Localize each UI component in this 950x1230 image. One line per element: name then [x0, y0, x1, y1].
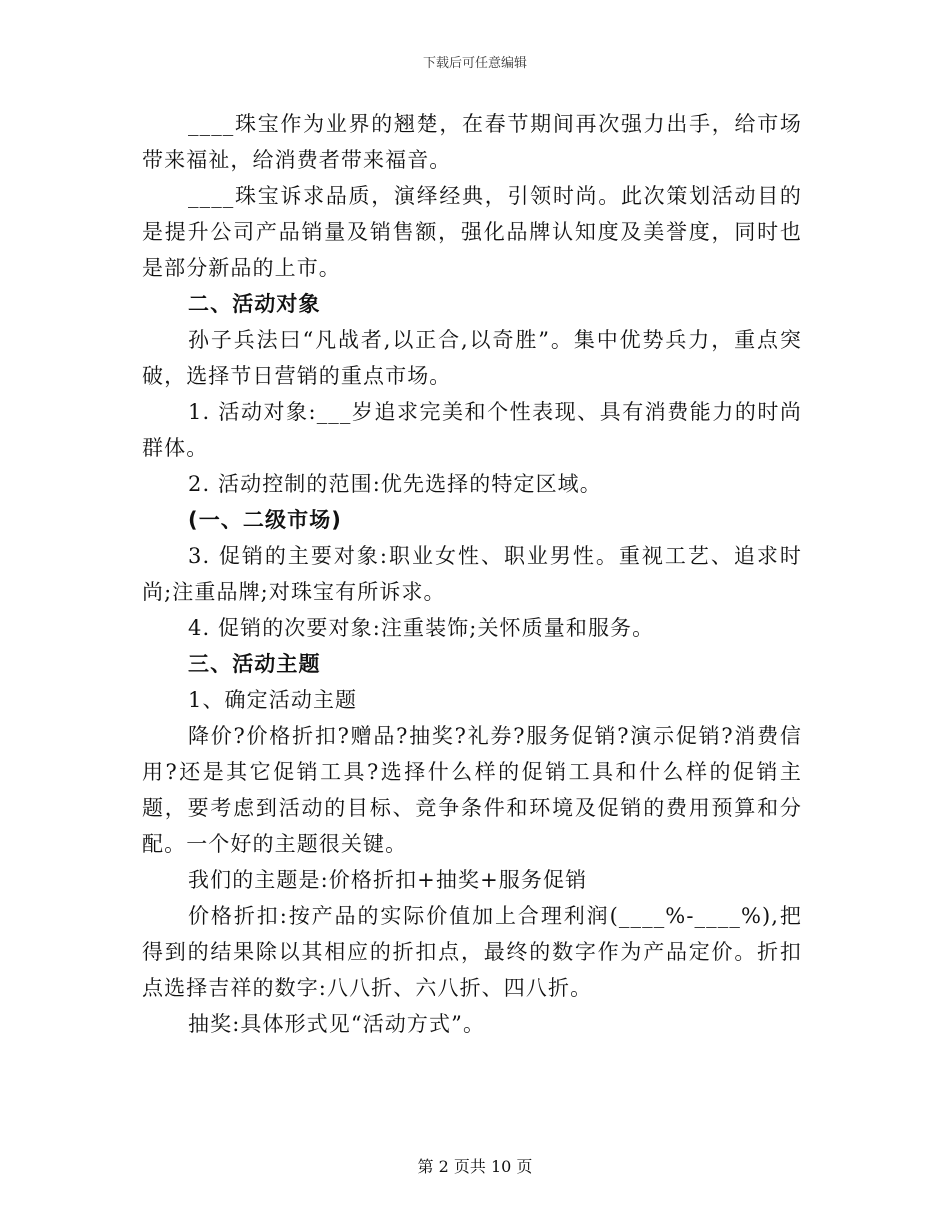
page-footer: 第 2 页共 10 页: [417, 1157, 533, 1176]
list-item-control-range: 2. 活动控制的范围:优先选择的特定区域。: [188, 472, 602, 496]
subheading-determine-theme: 1、确定活动主题: [188, 688, 358, 712]
page-header: 下载后可任意编辑: [422, 56, 527, 71]
list-item-secondary-target: 4. 促销的次要对象:注重装饰;关怀质量和服务。: [188, 616, 655, 640]
paragraph-intro-2: ____珠宝诉求品质，演绎经典，引领时尚。此次策划活动目的是提升公司产品销量及销售额，强化品牌认知度及美誉度，同时也是部分新品的上市。: [142, 184, 802, 280]
paragraph-our-theme: 我们的主题是:价格折扣+抽奖+服务促销: [188, 868, 588, 892]
list-item-activity-target: 1. 活动对象:___岁追求完美和个性表现、具有消费能力的时尚群体。: [142, 400, 802, 460]
paragraph-lottery: 抽奖:具体形式见“活动方式”。: [188, 1012, 486, 1036]
list-item-primary-target: 3. 促销的主要对象:职业女性、职业男性。重视工艺、追求时尚;注重品牌;对珠宝有所诉求。: [142, 544, 802, 604]
section-heading-activity-theme: 三、活动主题: [188, 652, 321, 676]
subheading-market-tier: (一、二级市场): [188, 508, 342, 532]
paragraph-intro-1: ____珠宝作为业界的翘楚，在春节期间再次强力出手，给市场带来福祉，给消费者带来福音。: [142, 112, 802, 172]
document-body: [142, 106, 802, 1042]
paragraph-promotion-tools: 降价?价格折扣?赠品?抽奖?礼券?服务促销?演示促销?消费信用?还是其它促销工具?选择什么样的促销工具和什么样的促销主题，要考虑到活动的目标、竞争条件和环境及促销的费用预算和分配。一个好的主题很关键。: [142, 724, 802, 856]
section-heading-activity-target: 二、活动对象: [188, 292, 321, 316]
paragraph-price-discount: 价格折扣:按产品的实际价值加上合理利润(____%-____%),把得到的结果除以其相应的折扣点，最终的数字作为产品定价。折扣点选择吉祥的数字:八八折、六八折、四八折。: [142, 904, 802, 1000]
paragraph-sunzi-quote: 孙子兵法曰“凡战者,以正合,以奇胜”。集中优势兵力，重点突破，选择节日营销的重点市场。: [142, 328, 802, 388]
